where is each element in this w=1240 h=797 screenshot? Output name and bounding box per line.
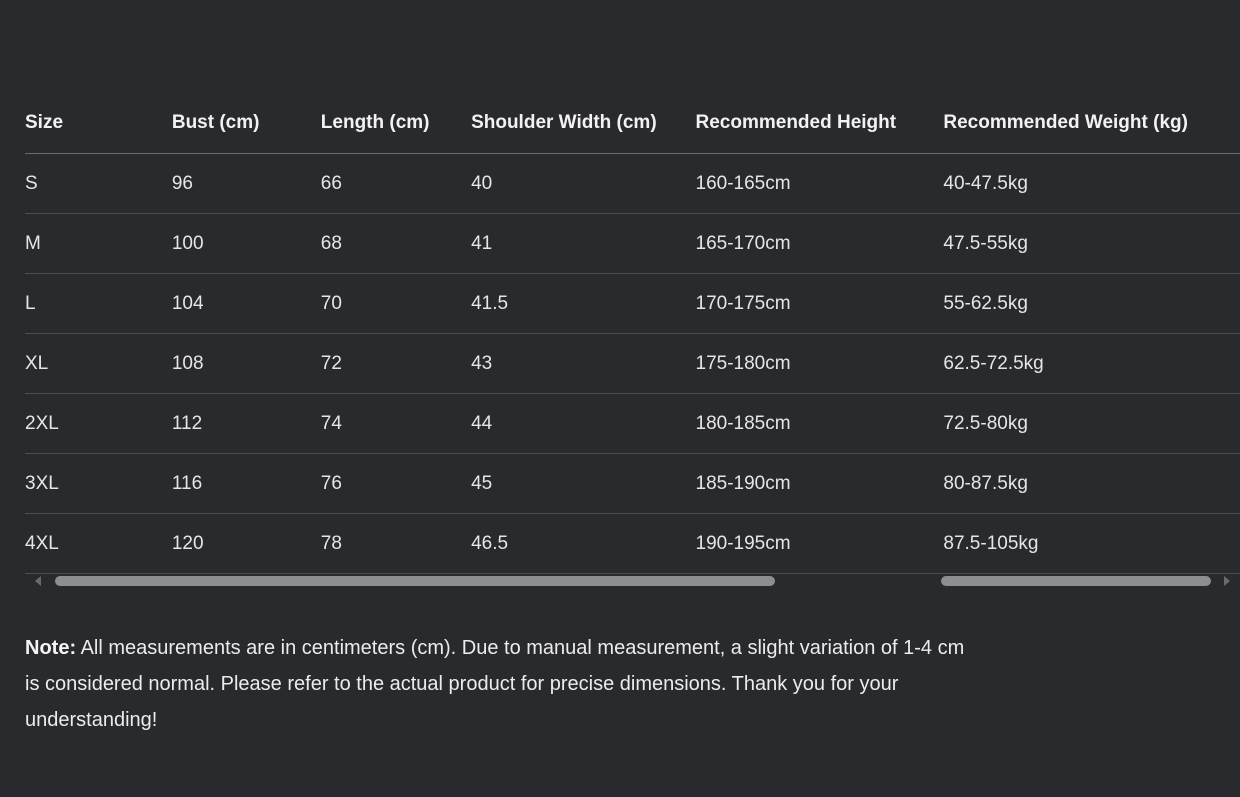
- cell-bust: 100: [172, 214, 321, 274]
- header-shoulder-width: Shoulder Width (cm): [471, 93, 695, 154]
- table-row: [25, 334, 1240, 394]
- cell-size: 4XL: [25, 514, 172, 574]
- cell-recommended-weight: 72.5-80kg: [943, 394, 1240, 454]
- cell-recommended-height: 190-195cm: [696, 514, 944, 574]
- cell-length: 66: [321, 154, 471, 214]
- horizontal-scrollbar-secondary[interactable]: [941, 572, 1240, 590]
- cell-length: 72: [321, 334, 471, 394]
- cell-size: S: [25, 154, 172, 214]
- table-row: [25, 214, 1240, 274]
- table-row: [25, 514, 1240, 574]
- cell-shoulder-width: 41: [471, 214, 695, 274]
- scroll-right-arrow-icon[interactable]: [1224, 576, 1230, 586]
- cell-recommended-height: 160-165cm: [696, 154, 944, 214]
- header-recommended-height: Recommended Height: [696, 93, 944, 154]
- header-length: Length (cm): [321, 93, 471, 154]
- header-size: Size: [25, 93, 172, 154]
- cell-bust: 104: [172, 274, 321, 334]
- cell-length: 70: [321, 274, 471, 334]
- cell-recommended-weight: 87.5-105kg: [943, 514, 1240, 574]
- size-table-container[interactable]: [0, 93, 1240, 593]
- cell-size: M: [25, 214, 172, 274]
- note-text: All measurements are in centimeters (cm). Due to manual measurement, a slight variation of 1-4 cm is considered normal. Please refer to the actual product for precise dimensions. Thank you for your understanding!: [25, 637, 965, 731]
- cell-shoulder-width: 45: [471, 454, 695, 514]
- cell-recommended-weight: 40-47.5kg: [943, 154, 1240, 214]
- cell-recommended-height: 185-190cm: [696, 454, 944, 514]
- cell-recommended-weight: 47.5-55kg: [943, 214, 1240, 274]
- cell-bust: 112: [172, 394, 321, 454]
- table-row: [25, 274, 1240, 334]
- cell-size: XL: [25, 334, 172, 394]
- measurement-note: [25, 630, 975, 738]
- note-label: Note:: [25, 637, 77, 659]
- size-chart-table: [25, 93, 1240, 574]
- cell-length: 68: [321, 214, 471, 274]
- cell-shoulder-width: 44: [471, 394, 695, 454]
- cell-length: 76: [321, 454, 471, 514]
- scrollbar-thumb[interactable]: [55, 576, 775, 586]
- table-row: [25, 394, 1240, 454]
- cell-length: 74: [321, 394, 471, 454]
- cell-shoulder-width: 43: [471, 334, 695, 394]
- table-header-row: [25, 93, 1240, 154]
- cell-recommended-weight: 55-62.5kg: [943, 274, 1240, 334]
- cell-size: 3XL: [25, 454, 172, 514]
- cell-recommended-height: 175-180cm: [696, 334, 944, 394]
- table-row: [25, 154, 1240, 214]
- cell-bust: 96: [172, 154, 321, 214]
- header-recommended-weight: Recommended Weight (kg): [943, 93, 1240, 154]
- cell-bust: 120: [172, 514, 321, 574]
- cell-recommended-height: 170-175cm: [696, 274, 944, 334]
- table-row: [25, 454, 1240, 514]
- horizontal-scrollbar[interactable]: [25, 572, 781, 590]
- cell-size: 2XL: [25, 394, 172, 454]
- cell-bust: 116: [172, 454, 321, 514]
- cell-shoulder-width: 41.5: [471, 274, 695, 334]
- cell-bust: 108: [172, 334, 321, 394]
- cell-size: L: [25, 274, 172, 334]
- cell-recommended-height: 165-170cm: [696, 214, 944, 274]
- scrollbar-thumb-secondary[interactable]: [941, 576, 1211, 586]
- cell-shoulder-width: 46.5: [471, 514, 695, 574]
- cell-recommended-weight: 80-87.5kg: [943, 454, 1240, 514]
- cell-recommended-weight: 62.5-72.5kg: [943, 334, 1240, 394]
- header-bust: Bust (cm): [172, 93, 321, 154]
- cell-length: 78: [321, 514, 471, 574]
- cell-shoulder-width: 40: [471, 154, 695, 214]
- cell-recommended-height: 180-185cm: [696, 394, 944, 454]
- scroll-left-arrow-icon[interactable]: [35, 576, 41, 586]
